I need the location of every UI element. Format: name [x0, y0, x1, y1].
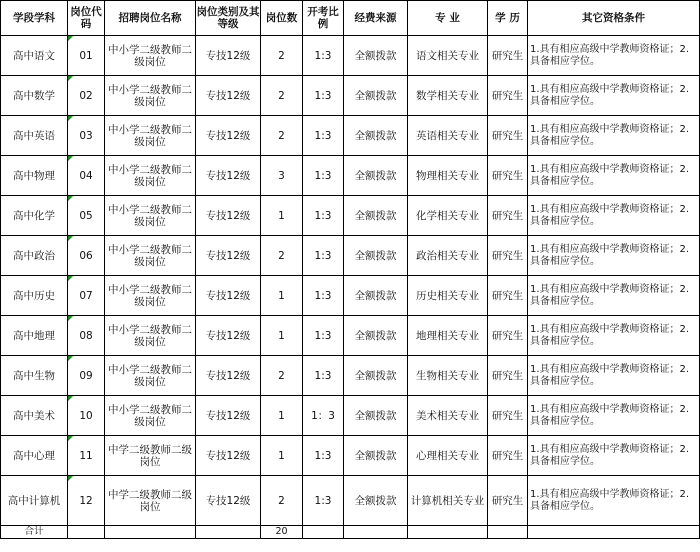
cell-category: 专技12级 — [196, 356, 261, 396]
cell-funding: 全额拨款 — [344, 76, 408, 116]
cell-subject: 高中语文 — [1, 36, 68, 76]
cell-position: 中小学二级教师二级岗位 — [105, 36, 196, 76]
cell-count: 2 — [261, 356, 303, 396]
cell-conditions: 1.具有相应高级中学教师资格证；2.具备相应学位。 — [528, 436, 700, 476]
table-row — [1, 476, 700, 526]
cell-code: 09 — [68, 356, 105, 396]
cell-subject: 高中美术 — [1, 396, 68, 436]
cell-category: 专技12级 — [196, 476, 261, 526]
cell-code: 03 — [68, 116, 105, 156]
cell-category: 专技12级 — [196, 156, 261, 196]
cell-category: 专技12级 — [196, 316, 261, 356]
cell-education: 研究生 — [488, 196, 528, 236]
cell-code: 10 — [68, 396, 105, 436]
cell-subject: 高中物理 — [1, 156, 68, 196]
header-subject: 学段学科 — [1, 1, 68, 36]
cell-conditions: 1.具有相应高级中学教师资格证；2.具备相应学位。 — [528, 276, 700, 316]
table-row — [1, 36, 700, 76]
cell-ratio: 1:3 — [303, 356, 344, 396]
header-conditions: 其它资格条件 — [528, 1, 700, 36]
table-row — [1, 116, 700, 156]
cell-ratio: 1:3 — [303, 436, 344, 476]
cell-subject: 高中生物 — [1, 356, 68, 396]
cell-code: 12 — [68, 476, 105, 526]
cell-category: 专技12级 — [196, 236, 261, 276]
table-row — [1, 236, 700, 276]
table-row — [1, 76, 700, 116]
total-empty-cell — [68, 526, 105, 539]
cell-count: 2 — [261, 36, 303, 76]
cell-position: 中学二级教师二级岗位 — [105, 436, 196, 476]
cell-education: 研究生 — [488, 116, 528, 156]
total-empty-cell — [488, 526, 528, 539]
table-row — [1, 356, 700, 396]
header-code: 岗位代码 — [68, 1, 105, 36]
cell-education: 研究生 — [488, 276, 528, 316]
cell-position: 中小学二级教师二级岗位 — [105, 276, 196, 316]
cell-major: 历史相关专业 — [408, 276, 488, 316]
cell-funding: 全额拨款 — [344, 156, 408, 196]
table-row — [1, 156, 700, 196]
cell-funding: 全额拨款 — [344, 276, 408, 316]
cell-subject: 高中英语 — [1, 116, 68, 156]
cell-category: 专技12级 — [196, 76, 261, 116]
cell-ratio: 1:3 — [303, 476, 344, 526]
cell-funding: 全额拨款 — [344, 236, 408, 276]
cell-code: 04 — [68, 156, 105, 196]
cell-ratio: 1:3 — [303, 36, 344, 76]
cell-position: 中小学二级教师二级岗位 — [105, 356, 196, 396]
header-major: 专 业 — [408, 1, 488, 36]
cell-major: 语文相关专业 — [408, 36, 488, 76]
header-row — [1, 1, 700, 36]
cell-ratio: 1:3 — [303, 76, 344, 116]
cell-conditions: 1.具有相应高级中学教师资格证；2.具备相应学位。 — [528, 116, 700, 156]
table-row — [1, 396, 700, 436]
cell-funding: 全额拨款 — [344, 476, 408, 526]
total-empty-cell — [196, 526, 261, 539]
cell-subject: 高中计算机 — [1, 476, 68, 526]
cell-count: 1 — [261, 316, 303, 356]
cell-position: 中小学二级教师二级岗位 — [105, 196, 196, 236]
total-empty-cell — [528, 526, 700, 539]
cell-position: 中小学二级教师二级岗位 — [105, 116, 196, 156]
cell-major: 数学相关专业 — [408, 76, 488, 116]
cell-major: 地理相关专业 — [408, 316, 488, 356]
cell-ratio: 1:3 — [303, 156, 344, 196]
cell-category: 专技12级 — [196, 396, 261, 436]
cell-funding: 全额拨款 — [344, 316, 408, 356]
header-count: 岗位数 — [261, 1, 303, 36]
cell-education: 研究生 — [488, 76, 528, 116]
header-funding: 经费来源 — [344, 1, 408, 36]
cell-count: 3 — [261, 156, 303, 196]
cell-major: 英语相关专业 — [408, 116, 488, 156]
table-row — [1, 196, 700, 236]
cell-ratio: 1:3 — [303, 116, 344, 156]
cell-ratio: 1:3 — [303, 316, 344, 356]
cell-education: 研究生 — [488, 156, 528, 196]
cell-funding: 全额拨款 — [344, 436, 408, 476]
header-ratio: 开考比例 — [303, 1, 344, 36]
cell-count: 1 — [261, 436, 303, 476]
cell-education: 研究生 — [488, 356, 528, 396]
cell-position: 中小学二级教师二级岗位 — [105, 156, 196, 196]
cell-position: 中小学二级教师二级岗位 — [105, 236, 196, 276]
cell-major: 计算机相关专业 — [408, 476, 488, 526]
cell-count: 2 — [261, 76, 303, 116]
cell-conditions: 1.具有相应高级中学教师资格证；2.具备相应学位。 — [528, 156, 700, 196]
cell-conditions: 1.具有相应高级中学教师资格证；2.具备相应学位。 — [528, 36, 700, 76]
cell-subject: 高中数学 — [1, 76, 68, 116]
total-empty-cell — [344, 526, 408, 539]
total-row — [1, 526, 700, 539]
cell-category: 专技12级 — [196, 196, 261, 236]
cell-conditions: 1.具有相应高级中学教师资格证；2.具备相应学位。 — [528, 196, 700, 236]
cell-major: 物理相关专业 — [408, 156, 488, 196]
cell-subject: 高中历史 — [1, 276, 68, 316]
cell-subject: 高中地理 — [1, 316, 68, 356]
total-count: 20 — [261, 526, 303, 539]
cell-count: 2 — [261, 476, 303, 526]
total-label: 合计 — [1, 526, 68, 539]
header-position: 招聘岗位名称 — [105, 1, 196, 36]
cell-major: 美术相关专业 — [408, 396, 488, 436]
cell-major: 心理相关专业 — [408, 436, 488, 476]
cell-count: 1 — [261, 396, 303, 436]
total-empty-cell — [303, 526, 344, 539]
cell-count: 1 — [261, 276, 303, 316]
cell-education: 研究生 — [488, 236, 528, 276]
cell-conditions: 1.具有相应高级中学教师资格证；2.具备相应学位。 — [528, 76, 700, 116]
cell-subject: 高中政治 — [1, 236, 68, 276]
cell-count: 2 — [261, 116, 303, 156]
cell-education: 研究生 — [488, 396, 528, 436]
cell-code: 11 — [68, 436, 105, 476]
cell-conditions: 1.具有相应高级中学教师资格证；2.具备相应学位。 — [528, 476, 700, 526]
cell-code: 01 — [68, 36, 105, 76]
cell-position: 中小学二级教师二级岗位 — [105, 396, 196, 436]
table-row — [1, 436, 700, 476]
table-row — [1, 316, 700, 356]
cell-category: 专技12级 — [196, 36, 261, 76]
cell-code: 05 — [68, 196, 105, 236]
cell-code: 07 — [68, 276, 105, 316]
header-education: 学 历 — [488, 1, 528, 36]
cell-funding: 全额拨款 — [344, 116, 408, 156]
cell-category: 专技12级 — [196, 276, 261, 316]
cell-conditions: 1.具有相应高级中学教师资格证；2.具备相应学位。 — [528, 396, 700, 436]
cell-code: 08 — [68, 316, 105, 356]
cell-major: 化学相关专业 — [408, 196, 488, 236]
cell-ratio: 1:3 — [303, 196, 344, 236]
cell-code: 02 — [68, 76, 105, 116]
cell-position: 中小学二级教师二级岗位 — [105, 316, 196, 356]
cell-ratio: 1：3 — [303, 396, 344, 436]
cell-subject: 高中化学 — [1, 196, 68, 236]
total-empty-cell — [408, 526, 488, 539]
cell-education: 研究生 — [488, 36, 528, 76]
cell-funding: 全额拨款 — [344, 356, 408, 396]
cell-funding: 全额拨款 — [344, 196, 408, 236]
cell-code: 06 — [68, 236, 105, 276]
cell-ratio: 1:3 — [303, 276, 344, 316]
cell-education: 研究生 — [488, 476, 528, 526]
cell-education: 研究生 — [488, 436, 528, 476]
total-empty-cell — [105, 526, 196, 539]
cell-subject: 高中心理 — [1, 436, 68, 476]
cell-ratio: 1:3 — [303, 236, 344, 276]
cell-education: 研究生 — [488, 316, 528, 356]
cell-count: 2 — [261, 236, 303, 276]
cell-position: 中小学二级教师二级岗位 — [105, 76, 196, 116]
cell-count: 1 — [261, 196, 303, 236]
cell-funding: 全额拨款 — [344, 36, 408, 76]
cell-position: 中学二级教师二级岗位 — [105, 476, 196, 526]
cell-major: 生物相关专业 — [408, 356, 488, 396]
cell-category: 专技12级 — [196, 436, 261, 476]
cell-funding: 全额拨款 — [344, 396, 408, 436]
cell-conditions: 1.具有相应高级中学教师资格证；2.具备相应学位。 — [528, 356, 700, 396]
cell-major: 政治相关专业 — [408, 236, 488, 276]
table-row — [1, 276, 700, 316]
cell-conditions: 1.具有相应高级中学教师资格证；2.具备相应学位。 — [528, 316, 700, 356]
cell-conditions: 1.具有相应高级中学教师资格证；2.具备相应学位。 — [528, 236, 700, 276]
cell-category: 专技12级 — [196, 116, 261, 156]
header-category: 岗位类别及其等级 — [196, 1, 261, 36]
